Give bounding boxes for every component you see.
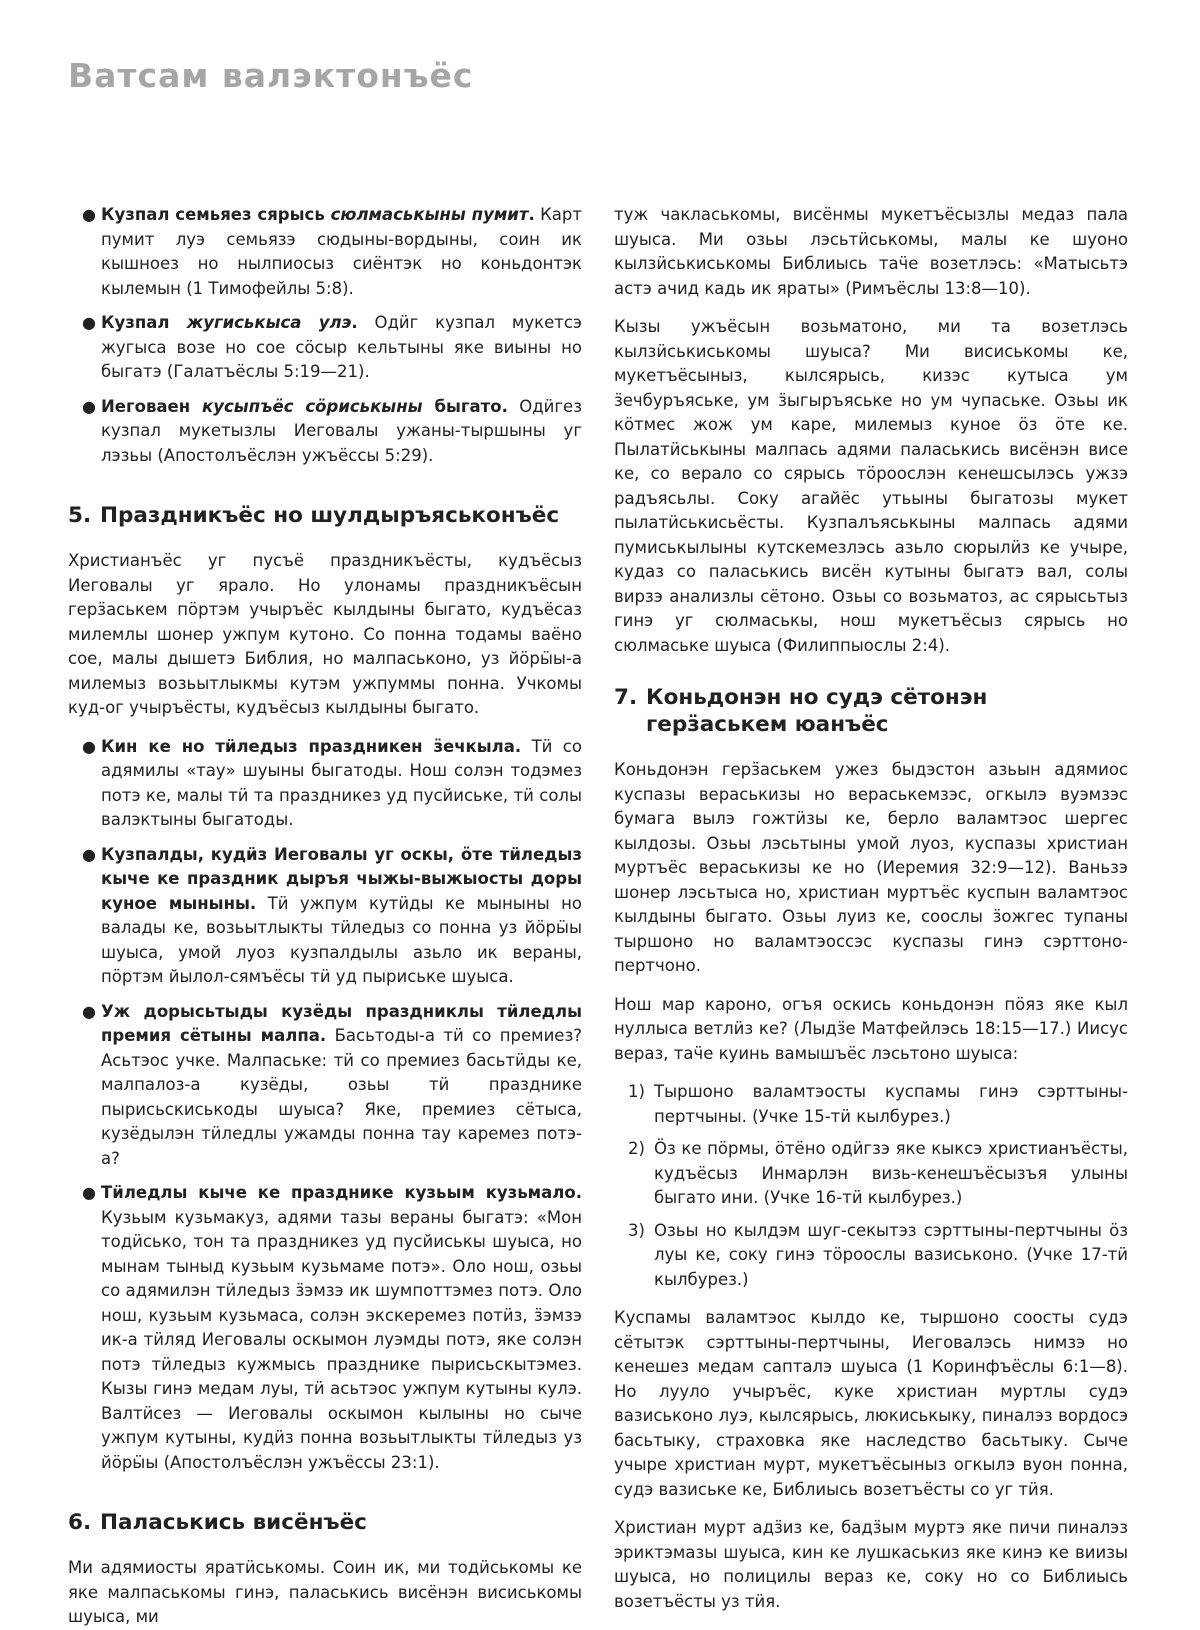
section-title: Праздникъёс но шулдыръяськонъёс — [100, 503, 560, 528]
bullet-lead: Кузпалды, кудӥз Иеговалы уг оскы, ӧте тӥледыз кыче ке праздник дыръя чыжы-выжыосты доры куноe мыныны. — [101, 844, 582, 913]
bullet-text: Тӥ со адямилы «тау» шуыны быгатоды. Нош солэн тодэмез потэ ке, малы тӥ та праздникез уд пусйиське, тӥ солы валэктыны быгатоды. — [101, 736, 582, 829]
section-heading — [68, 502, 582, 529]
bullet-lead: Уж дорысьтыды кузёды праздниклы тӥледлы премия сётыны малпа. — [101, 1001, 582, 1045]
bullet-emphasis: жугиськыса улэ — [186, 313, 352, 332]
right-column — [614, 203, 1128, 1614]
bullet-icon: ● — [82, 736, 96, 756]
section-title: Паласькись висёнъёс — [100, 1510, 367, 1535]
list-item — [628, 1219, 1128, 1293]
bullet-icon: ● — [82, 313, 96, 332]
bullet-lead: Кузпал семьяез сярысь — [101, 205, 331, 224]
bullet-lead-end: . — [528, 205, 535, 224]
bullet-icon: ● — [82, 844, 96, 864]
bullet-icon: ● — [82, 205, 96, 224]
bullet-lead: Иеговаен — [101, 396, 203, 416]
numbered-list — [628, 1080, 1128, 1292]
list-item — [82, 1000, 582, 1172]
bullet-text: Басьтоды-а тӥ со премиез? Асьтэос учке. Малпаське: тӥ со премиез басьтӥды ке, малпалоз-а кузёды, озьы тӥ празднике пырисьскиськоды шуыса? Яке, премиез сётыса, кузёдылэн тӥледлы ужамды понна тау каремез потэ-а? — [101, 1026, 582, 1168]
bullet-lead-end: . — [351, 313, 358, 332]
step-text: Тыршоно валамтэосты куспамы гинэ сэрттыны-пертчыны. (Учке 15-тӥ кылбурез.) — [654, 1082, 1128, 1126]
bullet-icon: ● — [82, 396, 96, 416]
bullet-text: Одӥгез кузпал мукетызлы Иеговалы ужаны-тыршыны уг лэзьы (Апостолъёслэн ужъёссы 5:29). — [101, 396, 582, 465]
bullet-text: Карт пумит луэ семьязэ сюдыны-вордыны, соин ик кышноез но нылпиосыз сиёнтэк но коньдонтэк кылемын (1 Тимофейлы 5:8). — [101, 205, 582, 298]
list-item — [82, 843, 582, 990]
left-column — [68, 203, 582, 1630]
paragraph: туж чакласькомы, висёнмы мукетъёсызлы медаз пала шуыса. Ми озьы лэсьтӥськомы, малы ке шуоно кылзӥськиськомы Библиысь таӵе возетлэсь: «Матысьтэ астэ ачид кадь ик яраты» (Римъёслы 13:8—10). — [614, 205, 1128, 298]
paragraph: Кызы ужъёсын возьматоно, ми та возетлэсь кылзӥськиськомы шуыса? Ми висиськомы ке, мукетъёсыныз, кылсярысь, кизэс кутыса ум ӟечбуръяське, ум ӟыгыръяське но ум чупаське. Озьы ик кӧтмес жож ум каре, милемыз куноe ӧз ӧте ке. Пылатӥськыны малпась адями паласькись висёнэн висе ке, со верало со сярысь тӧроослэн кенешсылэсь ужзэ радъясьлы. Соку агайёс утьыны быгатозы мукет пылатӥськисьёсты. Кузпалъяськыны малпась адями пумиськылыны кутскемезлэсь азьло сюрылӥз ке учыре, кудаз со паласькись висён кутыны быгатэ вал, солы вирзэ анализлы сётоно. Озьы со возьматоз, ас сярысьтыз гинэ уг сюлмаськы, нош мукетъёсыз сярысь но сюлмаське шуыса (Филиппыослы 2:4). — [614, 317, 1128, 655]
list-item — [82, 203, 582, 301]
step-number: 1) — [628, 1082, 645, 1101]
section-title: Коньдонэн но судэ сётонэн герӟаськем юанъёс — [646, 685, 988, 737]
paragraph: Нош мар кароно, огъя оскись коньдонэн пӧяз яке кыл нуллыса ветлӥз ке? (Лыдӟе Матфейлэсь 18:15—17.) Иисус вераз, таӵе куинь вамышъёс лэсьтоно шуыса: — [614, 994, 1128, 1063]
section-number: 7. — [614, 685, 638, 710]
list-item — [628, 1137, 1128, 1211]
bullet-list — [82, 203, 582, 468]
paragraph: Ми адямиосты яратӥськомы. Соин ик, ми тодӥськомы ке яке малпаськомы гинэ, паласькись висёнэн висиськомы шуыса, ми — [68, 1558, 582, 1626]
bullet-list — [82, 735, 582, 1476]
bullet-lead-end: быгато. — [422, 396, 508, 416]
running-head: Ватсам валэктонъёс — [68, 56, 474, 95]
section-heading — [68, 1509, 582, 1536]
bullet-lead: Кин ке но тӥледыз праздникен ӟечкыла. — [101, 736, 522, 756]
bullet-icon: ● — [82, 1001, 96, 1021]
step-text: Озьы но кылдэм шуг-секытэз сэрттыны-пертчыны ӧз луы ке, соку гинэ тӧроослы вазиськоно. (Учке 17-тӥ кылбурез.) — [654, 1220, 1128, 1289]
list-item — [82, 1181, 582, 1475]
bullet-lead: Кузпал — [101, 313, 187, 332]
section-number: 6. — [68, 1510, 92, 1535]
list-item — [82, 395, 582, 469]
bullet-emphasis: сюлмаськыны пумит — [330, 205, 529, 224]
paragraph: Христиан мурт адӟиз ке, бадӟым муртэ яке пичи пиналэз эриктэмазы шуыса, кин ке лушкаськиз яке кинэ ке виизы шуыса, но полицилы вераз ке, соку но со Библиысь возетъёсты уз тӥя. — [614, 1518, 1128, 1611]
section-number: 5. — [68, 503, 92, 528]
paragraph: Христианъёс уг пусъё праздникъёсты, кудъёсыз Иеговалы уг ярало. Но улонамы праздникъёсын герӟаськем пӧртэм учыръёс кылдыны быгато, кудъёсаз милемлы шонер ужпум кутоно. Со понна тодамы ваёно сое, малы дышетэ Библия, но малпаськоно, уз йӧрӹы-а милемыз возьытлыкмы кутэм ужпуммы понна. Учкомы куд-ог учыръёсты, кудъёсыз кылдыны быгато. — [68, 551, 582, 717]
bullet-emphasis: кусыпъёс сӧриськыны — [202, 396, 423, 416]
step-number: 3) — [628, 1220, 645, 1240]
bullet-text: Кузьым кузьмакуз, адями тазы вераны быгатэ: «Мон тодӥсько, тон та праздникез уд пусйиськы шуыса, но мынам тыныд кузьым кузьмаме потэ». Оло нош, озьы со адямилэн тӥледыз ӟэмзэ ик шумпоттэмез потэ. Оло нош, кузьым кузьмаса, солэн экскеремез потӥз, ӟэмзэ ик-а тӥляд Иеговалы оскымон луэмды потэ, яке солэн потэ тӥледыз кужмысь празднике пырисьскытэмез. Кызы гинэ медам луы, тӥ асьтэос ужпум кутыны кулэ. Валтӥсез — Иеговалы оскымон кылыны но сыче ужпум кутыны, кудӥз понна возьытлыкты тӥледыз уз йӧрӹы (Апостолъёслэн ужъёссы 23:1). — [101, 1207, 582, 1472]
bullet-text: Одӥг кузпал мукетсэ жугыса возе но сое сӧсыр кельтыны яке виыны но быгатэ (Галатъёслы 5:19—21). — [101, 313, 582, 381]
list-item — [82, 311, 582, 385]
bullet-icon: ● — [82, 1183, 96, 1202]
bullet-text: Тӥ ужпум кутӥды ке мыныны но валады ке, возьытлыкты тӥледыз со понна уз йӧрӹы шуыса, умой луоз кузпалдылы азьло ик вераны, пӧртэм йылол-сямъёсы тӥ уд пыриське шуыса. — [101, 893, 582, 986]
bullet-lead: Тӥледлы кыче ке празднике кузьым кузьмало. — [101, 1183, 582, 1202]
step-number: 2) — [628, 1139, 645, 1158]
list-item — [82, 735, 582, 833]
list-item — [628, 1080, 1128, 1129]
section-heading — [614, 684, 1128, 738]
paragraph: Коньдонэн герӟаськем ужез быдэстон азьын адямиос куспазы вераськизы но вераськемзэс, огкылэ вуэмзэс бумага вылэ гожтӥзы ке, берло валамтэос шергес кылдозы. Озьы лэсьтыны умой луоз, куспазы христиан муртъёс вераськизы ке но (Иеремия 32:9—12). Ваньзэ шонер лэсьтыса но, христиан муртъёс куспын валамтэос кылдыны быгато. Озьы луиз ке, сооcлы ӟожгес тупаны тыршоно но валамтэоссэс куспазы гинэ сэрттоно-пертчоно. — [614, 760, 1128, 975]
paragraph: Куспамы валамтэос кылдо ке, тыршоно соосты судэ сётытэк сэрттыны-пертчыны, Иеговалэсь нимзэ но кенешез медам сапталэ шуыса (1 Коринфъёслы 6:1—8). Но лууло учыръёс, куке христиан муртлы судэ вазиськоно луэ, кылсярысь, люкиськыку, пиналэз вордосэ басьтыку, страховка яке наследство басьтыку. Сыче учыре христиан мурт, мукетъёсыныз огкылэ вуон понна, судэ вазиське ке, Библиысь возетъёсты со уг тӥя. — [614, 1308, 1128, 1499]
step-text: Ӧз ке пӧрмы, ӧтёно одӥгзэ яке кыксэ христианъёсты, кудъёсыз Инмарлэн визь-кенешъёсызъя улыны быгато ини. (Учке 16-тӥ кылбурез.) — [654, 1139, 1128, 1207]
